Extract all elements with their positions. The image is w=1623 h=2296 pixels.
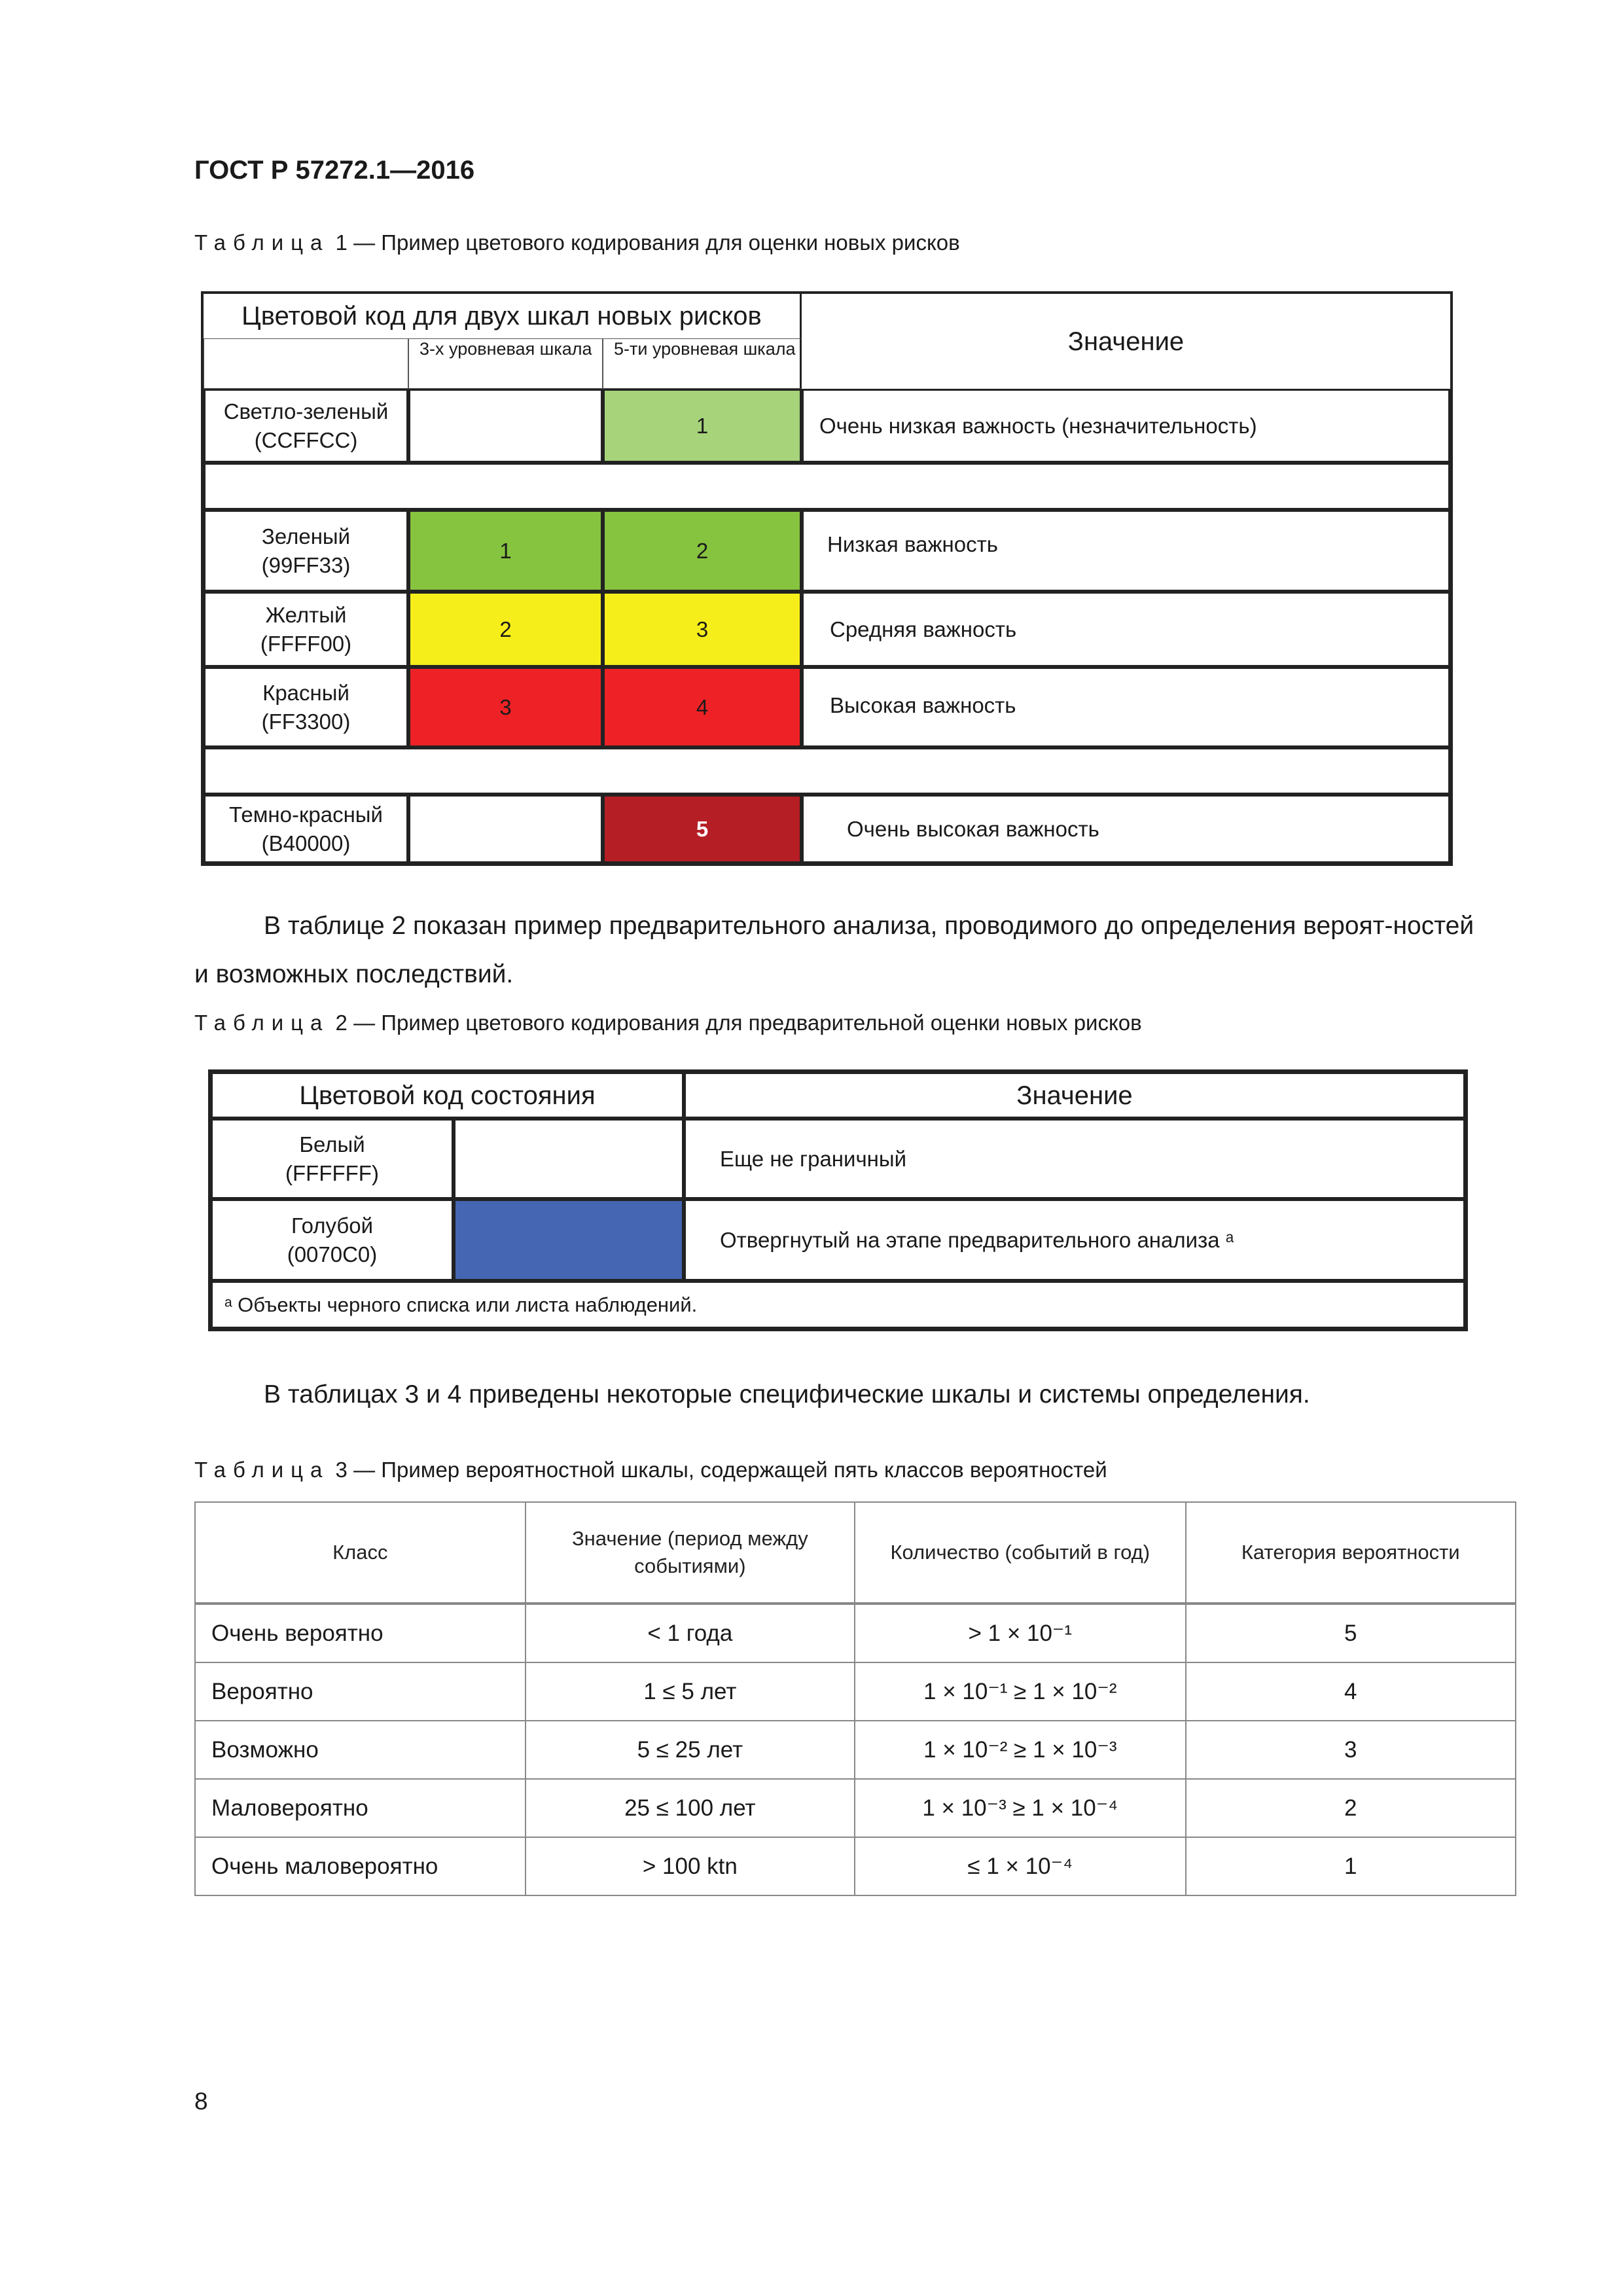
table1-row1-meaning: Очень низкая важность (незначительность)	[802, 389, 1450, 463]
table1-separator-1	[204, 463, 1450, 510]
table3-row5-value: > 100 ktn	[526, 1837, 855, 1895]
table1-row3-meaning: Средняя важность	[802, 592, 1450, 667]
table1-caption-text: 1 — Пример цветового кодирования для оценки новых рисков	[329, 230, 960, 255]
table3-row2-category: 4	[1186, 1662, 1516, 1721]
table-row	[195, 1837, 1516, 1895]
table-row	[195, 1779, 1516, 1837]
paragraph-1-text: В таблице 2 показан пример предварительного анализа, проводимого до определения вероят-ностей и возможных последствий.	[194, 912, 1474, 988]
table1-row3-name: Желтый (FFFF00)	[204, 592, 408, 667]
table3-row3-class: Возможно	[195, 1721, 526, 1779]
table2-row2-swatch	[454, 1199, 684, 1281]
table1-row2-name: Зеленый (99FF33)	[204, 510, 408, 592]
table3-row1-count: > 1 × 10⁻¹	[855, 1604, 1185, 1662]
table2-caption-text: 2 — Пример цветового кодирования для предварительной оценки новых рисков	[329, 1011, 1142, 1035]
table1-row1-name: Светло-зеленый (CCFFCC)	[204, 389, 408, 463]
table2-state-header: Цветовой код состояния	[211, 1072, 684, 1119]
table2-row2-meaning: Отвергнутый на этапе предварительного анализа ᵃ	[684, 1199, 1465, 1281]
table-row	[195, 1721, 1516, 1779]
table3-row3-category: 3	[1186, 1721, 1516, 1779]
table1-row1-5level: 1	[603, 389, 802, 463]
table3-row5-count: ≤ 1 × 10⁻⁴	[855, 1837, 1185, 1895]
paragraph-2	[194, 1371, 1490, 1419]
table1-caption-label: Таблица	[194, 230, 330, 255]
page-number: 8	[194, 2088, 208, 2115]
table3-caption-text: 3 — Пример вероятностной шкалы, содержащей пять классов вероятностей	[329, 1458, 1107, 1482]
table3-caption-label: Таблица	[194, 1458, 330, 1482]
table3-header-value: Значение (период между событиями)	[526, 1502, 855, 1604]
table1-3level-header: 3-х уровневая шкала	[408, 338, 603, 389]
table3-row5-class: Очень маловероятно	[195, 1837, 526, 1895]
table2-row1-swatch	[454, 1119, 684, 1199]
table2-footnote: ᵃ Объекты черного списка или листа наблюдений.	[211, 1281, 1465, 1329]
table3-header-category: Категория вероятности	[1186, 1502, 1516, 1604]
table3	[194, 1501, 1516, 1896]
table1-empty-subheader	[204, 338, 408, 389]
table1-row3-5level: 3	[603, 592, 802, 667]
table1-caption	[194, 230, 960, 255]
document-header: ГОСТ Р 57272.1—2016	[194, 156, 475, 185]
table3-row1-value: < 1 года	[526, 1604, 855, 1662]
table3-row3-count: 1 × 10⁻² ≥ 1 × 10⁻³	[855, 1721, 1185, 1779]
table3-row1-class: Очень вероятно	[195, 1604, 526, 1662]
table1-row2-3level: 1	[408, 510, 603, 592]
table3-row4-class: Маловероятно	[195, 1779, 526, 1837]
table2-row2-name: Голубой (0070C0)	[211, 1199, 454, 1281]
table3-row2-class: Вероятно	[195, 1662, 526, 1721]
table1-group-header: Цветовой код для двух шкал новых рисков	[204, 294, 802, 338]
table3-row3-value: 5 ≤ 25 лет	[526, 1721, 855, 1779]
table1-row5-5level: 5	[603, 795, 802, 863]
table3-row2-value: 1 ≤ 5 лет	[526, 1662, 855, 1721]
table1-row2-meaning: Низкая важность	[802, 510, 1450, 592]
table-row	[195, 1604, 1516, 1662]
table2-caption	[194, 1011, 1142, 1035]
table3-row1-category: 5	[1186, 1604, 1516, 1662]
table1-row4-name: Красный (FF3300)	[204, 667, 408, 747]
table2	[208, 1069, 1468, 1331]
table1-row5-name: Темно-красный (B40000)	[204, 795, 408, 863]
table1-separator-2	[204, 747, 1450, 795]
table2-caption-label: Таблица	[194, 1011, 330, 1035]
table2-row1-name: Белый (FFFFFF)	[211, 1119, 454, 1199]
table1-row5-meaning: Очень высокая важность	[802, 795, 1450, 863]
table1-row4-meaning: Высокая важность	[802, 667, 1450, 747]
table1	[201, 291, 1453, 866]
table3-row4-category: 2	[1186, 1779, 1516, 1837]
table3-caption	[194, 1458, 1107, 1482]
table-row	[195, 1662, 1516, 1721]
table1-row4-3level: 3	[408, 667, 603, 747]
paragraph-2-text: В таблицах 3 и 4 приведены некоторые специфические шкалы и системы определения.	[264, 1380, 1310, 1408]
paragraph-1	[194, 902, 1490, 999]
table1-meaning-header: Значение	[1067, 327, 1185, 356]
table3-row2-count: 1 × 10⁻¹ ≥ 1 × 10⁻²	[855, 1662, 1185, 1721]
table2-meaning-header: Значение	[684, 1072, 1465, 1119]
table1-row2-5level: 2	[603, 510, 802, 592]
table1-row4-5level: 4	[603, 667, 802, 747]
table1-5level-header: 5-ти уровневая шкала	[603, 338, 802, 389]
table3-header-class: Класс	[195, 1502, 526, 1604]
table3-row4-count: 1 × 10⁻³ ≥ 1 × 10⁻⁴	[855, 1779, 1185, 1837]
table1-row1-3level	[408, 389, 603, 463]
table3-header-count: Количество (событий в год)	[855, 1502, 1185, 1604]
table1-row5-3level	[408, 795, 603, 863]
table1-row3-3level: 2	[408, 592, 603, 667]
table3-row5-category: 1	[1186, 1837, 1516, 1895]
table2-row1-meaning: Еще не граничный	[684, 1119, 1465, 1199]
table3-row4-value: 25 ≤ 100 лет	[526, 1779, 855, 1837]
